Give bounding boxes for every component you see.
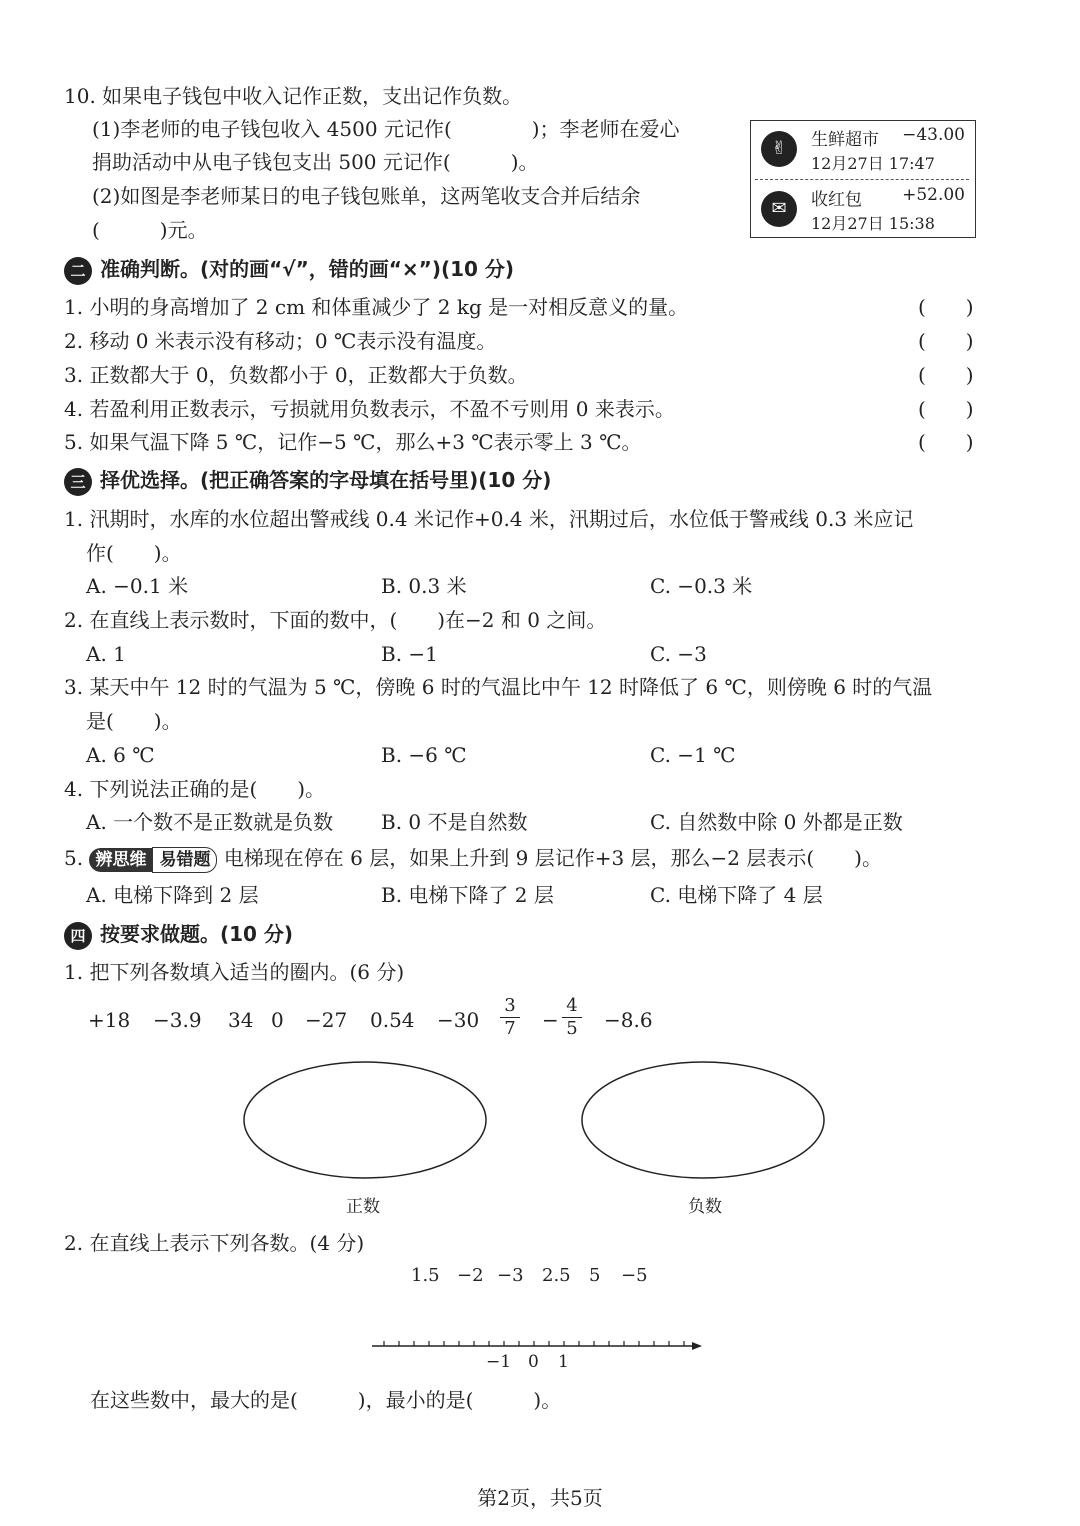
q10-line4: ( )元。 [92,218,208,242]
red-packet-icon: ✉ [761,191,797,227]
s4-q2-title: 2. 在直线上表示下列各数。(4 分) [64,1231,365,1255]
option-c[interactable]: C. −3 [650,642,707,666]
judge-item-1: 1. 小明的身高增加了 2 cm 和体重减少了 2 kg 是一对相反意义的量。 [64,295,689,319]
option-b[interactable]: B. 电梯下降了 2 层 [381,883,554,907]
number-item: −3 [497,1265,524,1286]
fraction-denominator: 5 [566,1018,578,1039]
section3-title: 择优选择。(把正确答案的字母填在括号里)(10 分) [100,468,552,492]
section3-number: 三 [64,468,92,496]
positive-label: 正数 [346,1197,380,1217]
answer-paren[interactable]: ( ) [918,329,974,353]
choice-q2-line1: 2. 在直线上表示数时，下面的数中，( )在−2 和 0 之间。 [64,608,607,632]
option-c[interactable]: C. −1 ℃ [650,743,736,767]
tick-label: 0 [528,1352,539,1372]
number-item: −27 [305,1008,348,1032]
fraction-numerator: 4 [566,995,578,1016]
positive-number-circle[interactable] [244,1062,486,1178]
fraction-numerator: 3 [504,995,516,1016]
q10-line3: (2)如图是李老师某日的电子钱包账单，这两笔收支合并后结余 [92,184,641,208]
section2-title: 准确判断。(对的画“√”，错的画“×”)(10 分) [100,257,515,281]
choice-q3-line2: 是( )。 [86,709,182,733]
thinking-tag: 辨思维 [89,848,152,872]
judge-item-4: 4. 若盈利用正数表示，亏损就用负数表示，不盈不亏则用 0 来表示。 [64,397,675,421]
answer-paren[interactable]: ( ) [918,295,974,319]
bill-amount: +52.00 [902,185,965,205]
choice-q1-line2: 作( )。 [86,541,182,565]
fraction-denominator: 7 [504,1018,516,1039]
option-b[interactable]: B. 0.3 米 [381,574,467,598]
choice-q4-line1: 4. 下列说法正确的是( )。 [64,777,326,801]
error-prone-tag: 易错题 [152,847,217,873]
bill-amount: −43.00 [902,125,965,145]
judge-item-2: 2. 移动 0 米表示没有移动；0 ℃表示没有温度。 [64,329,497,353]
number-item: −8.6 [604,1008,653,1032]
section4-title: 按要求做题。(10 分) [100,922,294,946]
option-b[interactable]: B. −1 [381,642,438,666]
number-item: 1.5 [411,1265,440,1286]
q10-line1: (1)李老师的电子钱包收入 4500 元记作( )；李老师在爱心 [92,117,680,141]
option-c[interactable]: C. 电梯下降了 4 层 [650,883,823,907]
number-item: −5 [621,1265,648,1286]
choice-q1-line1: 1. 汛期时，水库的水位超出警戒线 0.4 米记作+0.4 米，汛期过后，水位低于警戒线 0.3 米应记 [64,507,914,531]
section2-number: 二 [64,257,92,285]
number-item: 2.5 [542,1265,571,1286]
number-item: −3.9 [153,1008,202,1032]
tick-label: 1 [558,1352,569,1372]
option-b[interactable]: B. −6 ℃ [381,743,467,767]
number-item: 0 [271,1008,284,1032]
negative-label: 负数 [688,1197,722,1217]
bill-time: 12月27日 15:38 [811,214,935,233]
bill-name: 收红包 [811,190,862,210]
option-c[interactable]: C. −0.3 米 [650,574,753,598]
s4-q1-title: 1. 把下列各数填入适当的圈内。(6 分) [64,960,405,984]
page-footer: 第2页，共5页 [477,1486,603,1510]
q5-prefix: 5. [64,846,84,870]
option-a[interactable]: A. 6 ℃ [86,743,155,767]
q5-text: 电梯现在停在 6 层，如果上升到 9 层记作+3 层，那么−2 层表示( )。 [223,846,882,870]
choice-q3-line1: 3. 某天中午 12 时的气温为 5 ℃，傍晚 6 时的气温比中午 12 时降低了 6 ℃，则傍晚 6 时的气温 [64,675,933,699]
option-b[interactable]: B. 0 不是自然数 [381,810,528,834]
answer-paren[interactable]: ( ) [918,363,974,387]
bill-time: 12月27日 17:47 [811,154,935,173]
tick-label: −1 [486,1352,512,1372]
option-a[interactable]: A. −0.1 米 [86,574,189,598]
number-item: 34 [228,1008,254,1032]
bill-name: 生鲜超市 [811,130,879,150]
answer-paren[interactable]: ( ) [918,430,974,454]
section4-number: 四 [64,922,92,950]
number-item: 0.54 [370,1008,415,1032]
number-line[interactable] [372,1341,702,1350]
answer-paren[interactable]: ( ) [918,397,974,421]
judge-item-3: 3. 正数都大于 0，负数都小于 0，正数都大于负数。 [64,363,528,387]
fraction-sign: − [542,1008,559,1032]
option-a[interactable]: A. 1 [86,642,126,666]
number-item: −30 [437,1008,480,1032]
q10-title: 10. 如果电子钱包中收入记作正数，支出记作负数。 [64,84,523,108]
number-item: 5 [589,1265,601,1286]
judge-item-5: 5. 如果气温下降 5 ℃，记作−5 ℃，那么+3 ℃表示零上 3 ℃。 [64,430,642,454]
option-c[interactable]: C. 自然数中除 0 外都是正数 [650,810,903,834]
option-a[interactable]: A. 一个数不是正数就是负数 [86,810,334,834]
q10-line2: 捐助活动中从电子钱包支出 500 元记作( )。 [92,150,539,174]
number-item: −2 [457,1265,484,1286]
s4-q2-answer: 在这些数中，最大的是( )，最小的是( )。 [90,1388,562,1412]
option-a[interactable]: A. 电梯下降到 2 层 [86,883,259,907]
arrow-right-icon [692,1342,702,1350]
number-item: +18 [88,1008,131,1032]
negative-number-circle[interactable] [582,1062,824,1178]
gift-bag-icon: ✌ [761,131,797,167]
